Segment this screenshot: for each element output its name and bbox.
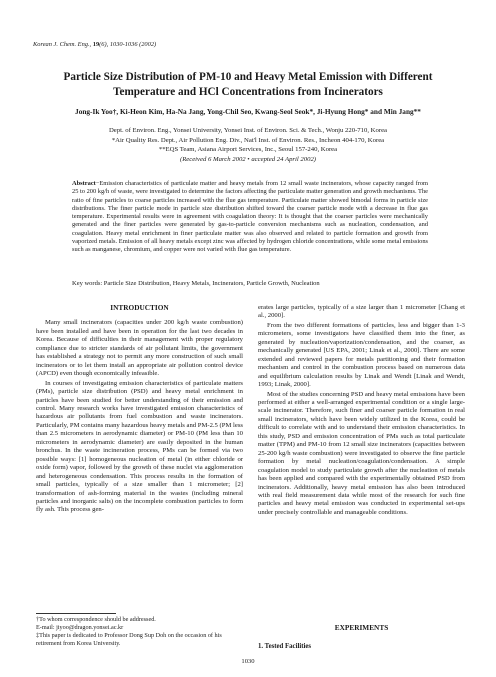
abstract-text: Emission characteristics of particulate matter and heavy metals from 12 small waste incinerators, whose capacity ranged from 25 to 200 kg/h of waste, were investigated to determine the factors affecting the particulate matter generation and growth mechanisms. The ratio of fine particles to coarse particles increased with the flue gas temperature. Particulate matter showed bimodal forms in particle size distributions. The finer particle mode in particle size distribution shifted toward the coarser particle mode with a decrease in flue gas temperature. Experimental results were in agreement with coagulation theory: It is thought that the coarser particles were mechanically generated and the finer particles were generated by gas-to-particle conversion mechanisms such as nucleation, condensation, and coagulation. Heavy metal enrichment in finer particulate matter was also observed and related to particle formation and growth from vaporized metals. Emission of all heavy metals except zinc was affected by hydrogen chloride concentrations, while some metal emissions such as manganese, chromium, and copper were not varied with flue gas temperature. bbox=[72, 180, 428, 254]
intro-paragraph-3: erates large particles, typically of a size larger than 1 micrometer [Chang et al., 2000]. bbox=[258, 304, 465, 320]
affiliations bbox=[30, 126, 466, 164]
footnote-divider bbox=[36, 613, 116, 614]
author-list: Jong-Ik Yoo†, Ki-Heon Kim, Ha-Na Jang, Yong-Chil Seo, Kwang-Seol Seok*, Ji-Hyung Hong* and Min Jang** bbox=[75, 107, 421, 116]
introduction-heading: INTRODUCTION bbox=[110, 303, 169, 312]
intro-paragraph-4: From the two different formations of particles, less and bigger than 1-3 micrometers, some investigators have classified them into the finer, as generated by nucleation/vaporization/condensation, and the coarser, as mechanically generated [US EPA, 2001; Linak et al., 2000]. There are some extended and reviewed papers for metals partitioning and their formation mechanism and control in the combustion process based on numerous data and equilibrium calculation results by Linak and Wendt [Linak and Wendt, 1993; Linak, 2000]. bbox=[258, 321, 465, 389]
intro-paragraph-1: Many small incinerators (capacities under 200 kg/h waste combustion) have been installed and have been in operation for the last two decades in Korea. Because of difficulties in their management with proper regulatory compliance due to stricter standards of air pollutant limits, the government has established a strategy not to permit any more construction of such small incinerators or to let them install an appropriate air pollution control device (APCD) even though economically infeasible. bbox=[36, 319, 243, 378]
footnotes bbox=[36, 616, 243, 648]
received-accepted-dates: (Received 6 March 2002 • accepted 24 April 2002) bbox=[179, 155, 317, 163]
affiliation-2: *Air Quality Res. Dept., Air Pollution Eng. Div., Nat'l Inst. of Environ. Res., Incheon 404-170, Korea bbox=[111, 136, 385, 144]
journal-issue-pages: (6), 1030-1036 (2002) bbox=[99, 41, 157, 48]
title-line-1: Particle Size Distribution of PM-10 and Heavy Metal Emission with Different bbox=[63, 71, 433, 83]
left-column bbox=[36, 304, 243, 516]
tested-facilities-subheading: 1. Tested Facilities bbox=[258, 643, 312, 650]
abstract-dash: − bbox=[95, 180, 100, 187]
paper-title bbox=[40, 70, 456, 99]
footnote-email: E-mail: jiyoo@dragon.yonsei.ac.kr bbox=[36, 624, 124, 632]
journal-name: Korean J. Chem. Eng., bbox=[33, 41, 92, 48]
affiliation-1: Dept. of Environ. Eng., Yonsei University, Yonsei Inst. of Environ. Sci. & Tech., Wonju 220-710, Korea bbox=[108, 127, 388, 134]
intro-paragraph-5: Most of the studies concerning PSD and heavy metal emissions have been performed at either a well-arranged experimental condition or a single large-scale incinerator. Therefore, such finer and coarser particle formation in real small incinerators, which have been widely utilized in the Korea, could be difficult to correlate with and to understand their emission characteristics. In this study, PSD and emission concentration of PMs such as total particulate matter (TPM) and PM-10 from 12 small size incinerators (capacities between 25-200 kg/h waste combustion) were investigated to observe the fine particle formation by metal nucleation/coagulation/condensation. A simple coagulation model to study particulate growth after the nucleation of metals has been applied and compared with the experimentally obtained PSD from incinerators. Additionally, heavy metal emission has also been introduced with real field measurement data while most of the research for such fine particles and heavy metal emission was conducted in experimental set-ups under precisely controllable and manageable conditions. bbox=[258, 390, 465, 516]
journal-volume: 19 bbox=[92, 41, 100, 48]
keywords: Key words: Particle Size Distribution, Heavy Metals, Incinerators, Particle Growth, Nucleation bbox=[72, 280, 320, 287]
intro-paragraph-2: In courses of investigating emission characteristics of particulate matters (PMs), particle size distribution (PSD) and heavy metal enrichment in particles have been studied for better understanding of their emission and control. Many research works have investigated emission characteristics of hazardous air pollutants from fuel combustion and waste incinerators. Particularly, PM contains many hazardous heavy metals and PM-2.5 (PM less than 2.5 micrometers in aerodynamic diameter) or PM-10 (PM less than 10 micrometers in aerodynamic diameter) are easily deposited in the human bronchus. In the waste incineration process, PMs can be formed via two possible ways: [1] homogeneous nucleation of metal (in either chloride or oxide form) vapor, followed by the growth of these nuclei via agglomeration and heterogeneous condensation. This process results in the formation of small particles, typically of a size smaller than 1 micrometer; [2] transformation of ash-forming material in the wastes (including mineral particles and inorganic salts) on the incomplete combustion particles to form fly ash. This process gen- bbox=[36, 379, 243, 514]
right-column bbox=[258, 304, 465, 518]
affiliation-3: **EQS Team, Asiana Airport Services, Inc., Seoul 157-240, Korea bbox=[158, 146, 338, 154]
abstract bbox=[72, 180, 428, 255]
footnote-corresponding: †To whom correspondence should be addressed. bbox=[36, 616, 156, 623]
experiments-heading: EXPERIMENTS bbox=[334, 623, 389, 632]
footnote-dedication: ‡This paper is dedicated to Professor Dong Sup Doh on the occasion of his retirement from Korea University. bbox=[36, 632, 222, 648]
page-number: 1030 bbox=[241, 658, 255, 665]
journal-citation bbox=[33, 41, 156, 48]
title-line-2: Temperature and HCl Concentrations from Incinerators bbox=[113, 85, 383, 98]
abstract-label: Abstract bbox=[72, 180, 96, 187]
